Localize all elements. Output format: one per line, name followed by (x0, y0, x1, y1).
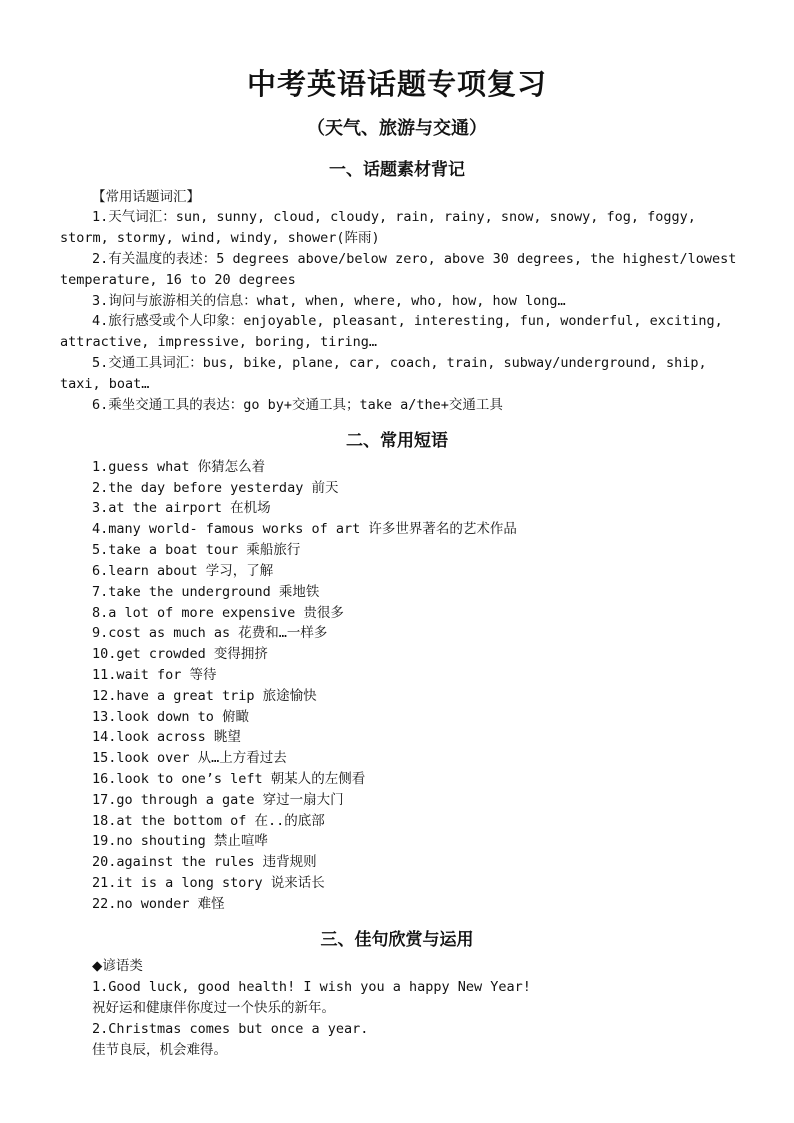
list-item: 19.no shouting 禁止喧哗 (92, 833, 268, 849)
list-item: 20.against the rules 违背规则 (92, 854, 317, 870)
list-item: 3.at the airport 在机场 (92, 500, 271, 516)
vocab-line-6: 6.乘坐交通工具的表达：go by+交通工具；take a/the+交通工具 (92, 397, 503, 413)
section-heading-sentences: 三、佳句欣赏与运用 (320, 930, 474, 950)
section-heading-phrases: 二、常用短语 (346, 431, 448, 451)
sentence-2-chinese: 佳节良辰，机会难得。 (92, 1042, 227, 1058)
list-item: 5.take a boat tour 乘船旅行 (92, 542, 301, 558)
sentence-2-english: 2.Christmas comes but once a year. (92, 1021, 369, 1037)
vocab-line-2: 2.有关温度的表述：5 degrees above/below zero, above 30 degrees, the highest/lowest (92, 251, 737, 267)
list-item: 13.look down to 俯瞰 (92, 709, 250, 725)
list-item: 16.look to one’s left 朝某人的左侧看 (92, 771, 366, 787)
vocab-line-5-cont: taxi, boat… (60, 376, 150, 392)
sentence-1-chinese: 祝好运和健康伴你度过一个快乐的新年。 (92, 1000, 335, 1016)
page-title: 中考英语话题专项复习 (246, 67, 547, 101)
list-item: 8.a lot of more expensive 贵很多 (92, 605, 344, 621)
vocab-line-5: 5.交通工具词汇：bus, bike, plane, car, coach, train, subway/underground, ship, (92, 355, 707, 371)
vocab-line-1: 1.天气词汇：sun, sunny, cloud, cloudy, rain, rainy, snow, snowy, fog, foggy, (92, 209, 696, 225)
list-item: 10.get crowded 变得拥挤 (92, 646, 268, 662)
vocab-line-1-cont: storm, stormy, wind, windy, shower(阵雨) (60, 230, 380, 246)
sentence-category: ◆谚语类 (92, 958, 143, 974)
vocab-line-2-cont: temperature, 16 to 20 degrees (60, 272, 296, 288)
list-item: 18.at the bottom of 在..的底部 (92, 813, 325, 829)
list-item: 17.go through a gate 穿过一扇大门 (92, 792, 344, 808)
section-heading-vocabulary: 一、话题素材背记 (329, 160, 465, 180)
vocab-line-4: 4.旅行感受或个人印象：enjoyable, pleasant, interesting, fun, wonderful, exciting, (92, 313, 723, 329)
list-item: 12.have a great trip 旅途愉快 (92, 688, 317, 704)
list-item: 9.cost as much as 花费和…一样多 (92, 625, 328, 641)
vocab-line-3: 3.询问与旅游相关的信息：what, when, where, who, how, how long… (92, 293, 566, 309)
list-item: 22.no wonder 难怪 (92, 896, 225, 912)
list-item: 14.look across 眺望 (92, 729, 241, 745)
list-item: 21.it is a long story 说来话长 (92, 875, 325, 891)
list-item: 1.guess what 你猜怎么着 (92, 459, 266, 475)
list-item: 4.many world- famous works of art 许多世界著名的艺术作品 (92, 521, 517, 537)
list-item: 15.look over 从…上方看过去 (92, 750, 287, 766)
list-item: 6.learn about 学习，了解 (92, 563, 274, 579)
vocab-line-4-cont: attractive, impressive, boring, tiring… (60, 334, 377, 350)
list-item: 2.the day before yesterday 前天 (92, 480, 339, 496)
page-subtitle: （天气、旅游与交通） (307, 118, 487, 139)
list-item: 11.wait for 等待 (92, 667, 217, 683)
sentence-1-english: 1.Good luck, good health! I wish you a happy New Year! (92, 979, 531, 995)
list-item: 7.take the underground 乘地铁 (92, 584, 320, 600)
vocab-heading: 【常用话题词汇】 (92, 189, 200, 205)
